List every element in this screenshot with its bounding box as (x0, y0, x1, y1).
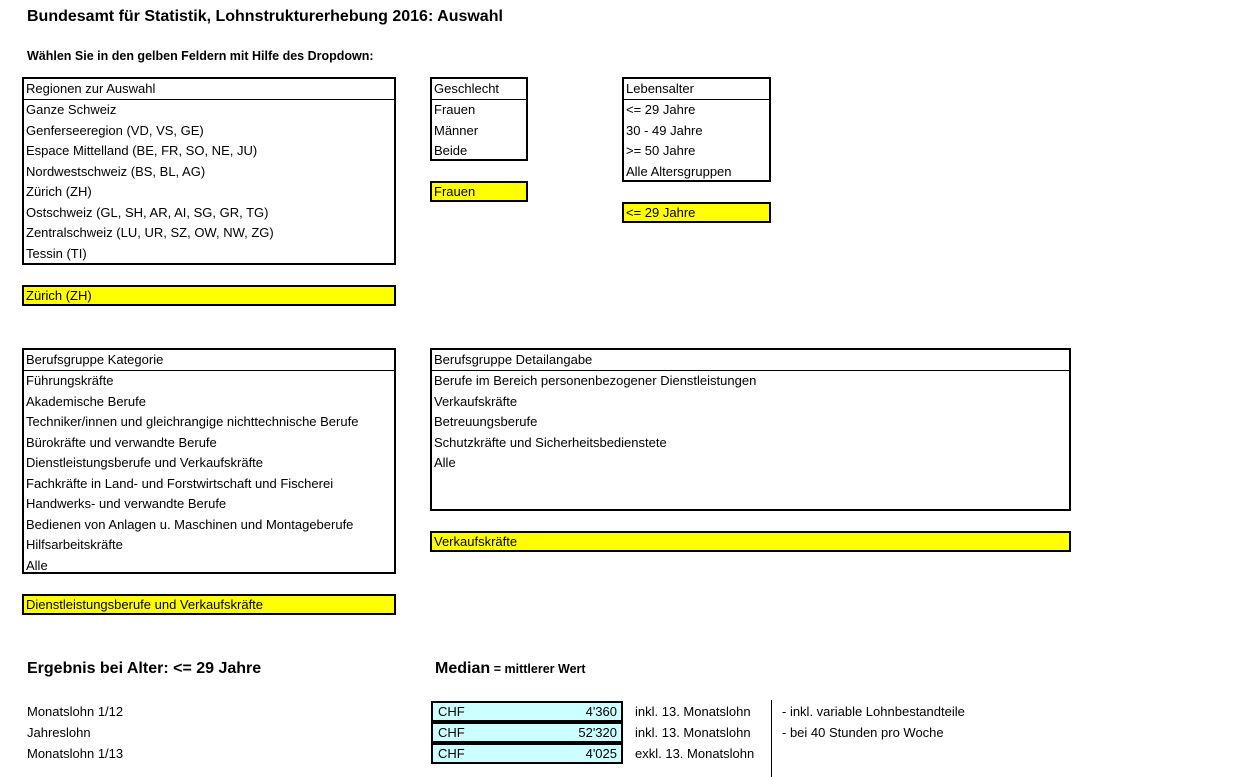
berufsgruppe-kategorie-item[interactable]: Bürokräfte und verwandte Berufe (26, 434, 217, 450)
regionen-item[interactable]: Ostschweiz (GL, SH, AR, AI, SG, GR, TG) (26, 204, 269, 220)
berufsgruppe-kategorie-item[interactable]: Fachkräfte in Land- und Forstwirtschaft und Fischerei (26, 475, 334, 491)
regionen-item[interactable]: Nordwestschweiz (BS, BL, AG) (26, 163, 206, 179)
result-label: Monatslohn 1/12 (27, 704, 124, 719)
berufsgruppe-kategorie-item[interactable]: Handwerks- und verwandte Berufe (26, 496, 227, 511)
geschlecht-header: Geschlecht (432, 79, 526, 100)
ergebnis-heading: Ergebnis bei Alter: <= 29 Jahre (27, 660, 262, 677)
result-note: inkl. 13. Monatslohn (635, 725, 751, 740)
result-value: 52'320 (578, 725, 617, 740)
berufsgruppe-detail-item[interactable]: Verkaufskräfte (434, 393, 518, 409)
instruction-text: Wählen Sie in den gelben Feldern mit Hilfe des Dropdown: (27, 49, 374, 63)
berufsgruppe-kategorie-item[interactable]: Führungskräfte (26, 373, 114, 388)
geschlecht-item[interactable]: Frauen (434, 102, 476, 117)
result-value-cell (431, 743, 623, 764)
berufsgruppe-kategorie-list (22, 348, 396, 574)
berufsgruppe-kategorie-item[interactable]: Alle (26, 557, 48, 573)
regionen-item[interactable]: Tessin (TI) (26, 245, 87, 261)
berufsgruppe-detail-item[interactable]: Schutzkräfte und Sicherheitsbedienstete (434, 434, 667, 450)
result-note: inkl. 13. Monatslohn (635, 704, 751, 719)
lebensalter-item[interactable]: Alle Altersgruppen (626, 163, 732, 179)
result-note: exkl. 13. Monatslohn (635, 746, 755, 761)
currency-label: CHF (438, 704, 465, 719)
lebensalter-list (622, 77, 771, 182)
regionen-item[interactable]: Zürich (ZH) (26, 184, 92, 199)
berufsgruppe-detail-item[interactable]: Betreuungsberufe (434, 414, 538, 429)
regionen-item[interactable]: Genferseeregion (VD, VS, GE) (26, 122, 204, 138)
remark: - inkl. variable Lohnbestandteile (782, 704, 965, 719)
lebensalter-item[interactable]: >= 50 Jahre (626, 143, 696, 158)
regionen-item[interactable]: Zentralschweiz (LU, UR, SZ, OW, NW, ZG) (26, 225, 274, 240)
berufsgruppe-kategorie-header: Berufsgruppe Kategorie (24, 350, 394, 371)
result-label: Monatslohn 1/13 (27, 746, 124, 761)
berufsgruppe-detail-item[interactable]: Alle (434, 455, 456, 470)
berufsgruppe-kategorie-item[interactable]: Bedienen von Anlagen u. Maschinen und Montageberufe (26, 516, 354, 532)
result-value: 4'025 (585, 746, 617, 761)
berufsgruppe-detail-dropdown[interactable]: Verkaufskräfte (430, 531, 1071, 552)
median-label: Median (435, 660, 491, 677)
lebensalter-item[interactable]: 30 - 49 Jahre (626, 122, 703, 138)
lebensalter-dropdown[interactable]: <= 29 Jahre (622, 202, 771, 223)
geschlecht-item[interactable]: Männer (434, 122, 479, 138)
result-value-cell (431, 722, 623, 743)
regionen-item[interactable]: Espace Mittelland (BE, FR, SO, NE, JU) (26, 143, 258, 158)
currency-label: CHF (438, 746, 465, 761)
berufsgruppe-detail-item[interactable]: Berufe im Bereich personenbezogener Dienstleistungen (434, 373, 757, 388)
result-value: 4'360 (585, 704, 617, 719)
berufsgruppe-kategorie-dropdown[interactable]: Dienstleistungsberufe und Verkaufskräfte (22, 594, 396, 615)
result-label: Jahreslohn (27, 725, 91, 740)
berufsgruppe-kategorie-item[interactable]: Hilfsarbeitskräfte (26, 537, 123, 552)
geschlecht-item[interactable]: Beide (434, 143, 468, 158)
lebensalter-item[interactable]: <= 29 Jahre (626, 102, 696, 117)
berufsgruppe-detail-header: Berufsgruppe Detailangabe (432, 350, 1069, 371)
regionen-item[interactable]: Ganze Schweiz (26, 102, 117, 117)
divider (771, 700, 772, 777)
currency-label: CHF (438, 725, 465, 740)
berufsgruppe-kategorie-item[interactable]: Techniker/innen und gleichrangige nichttechnische Berufe (26, 414, 359, 429)
remark: - bei 40 Stunden pro Woche (782, 725, 944, 740)
berufsgruppe-kategorie-item[interactable]: Dienstleistungsberufe und Verkaufskräfte (26, 455, 264, 470)
berufsgruppe-kategorie-item[interactable]: Akademische Berufe (26, 393, 146, 409)
result-value-cell (431, 701, 623, 722)
regionen-header: Regionen zur Auswahl (24, 79, 394, 100)
regionen-dropdown[interactable]: Zürich (ZH) (22, 285, 396, 306)
regionen-list (22, 77, 396, 265)
berufsgruppe-detail-list (430, 348, 1071, 511)
median-note: = mittlerer Wert (493, 662, 586, 676)
geschlecht-list (430, 77, 528, 161)
geschlecht-dropdown[interactable]: Frauen (430, 181, 528, 202)
median-heading (435, 660, 586, 678)
page-title: Bundesamt für Statistik, Lohnstrukturerhebung 2016: Auswahl (27, 8, 503, 25)
lebensalter-header: Lebensalter (624, 79, 769, 100)
